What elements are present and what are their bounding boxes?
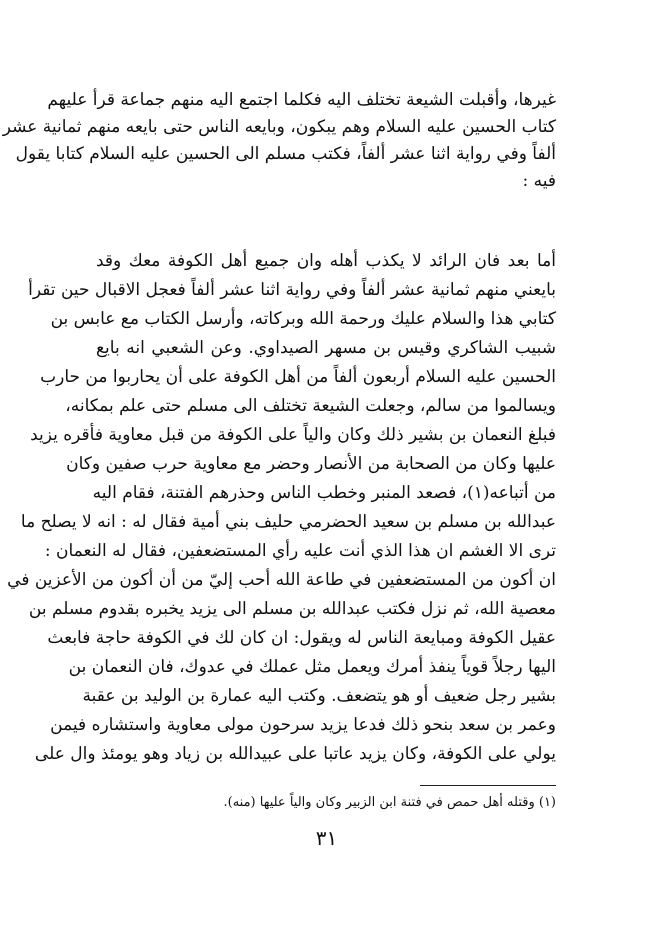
text-line: فبلغ النعمان بن بشير ذلك وكان والياً على الكوفة من قبل معاوية فأقره يزيد	[30, 425, 556, 445]
text-line: ألفاً وفي رواية اثنا عشر ألفاً، فكتب مسلم الى الحسين عليه السلام كتابا يقول	[15, 144, 556, 164]
text-line: كتابي هذا والسلام عليك ورحمة الله وبركاته، وأرسل الكتاب مع عابس بن	[50, 309, 556, 329]
text-line: أما بعد فان الرائد لا يكذب أهله وان جميع أهل الكوفة معك وقد	[96, 251, 556, 271]
text-line: بايعني منهم ثمانية عشر ألفاً وفي رواية اثنا عشر ألفاً فعجل الاقبال حين تقرأ	[28, 280, 556, 300]
text-line: اليها رجلاً قوياً ينفذ أمرك ويعمل مثل عملك في عدوك، فان النعمان بن	[68, 657, 556, 677]
text-line: عقيل الكوفة ومبايعة الناس له ويقول: ان كان لك في الكوفة حاجة فابعث	[47, 628, 556, 648]
text-line: ترى الا الغشم ان هذا الذي أنت عليه رأي المستضعفين، فقال له النعمان :	[44, 541, 556, 561]
paragraph-letter	[7, 251, 556, 775]
text-line: شبيب الشاكري وقيس بن مسهر الصيداوي. وعن الشعبي انه بايع	[96, 338, 556, 358]
footnote: (١) وقتله أهل حمص في فتنة ابن الزبير وكان والياً عليها (منه).	[223, 795, 556, 810]
text-line: بشير رجل ضعيف أو هو يتضعف. وكتب اليه عمارة بن الوليد بن عقبة	[82, 686, 556, 706]
text-line: ان أكون من المستضعفين في طاعة الله أحب إليّ من أن أكون من الأعزين في	[7, 570, 556, 590]
text-line: وعمر بن سعد بنحو ذلك فدعا يزيد سرحون مولى معاوية واستشاره فيمن	[50, 715, 556, 735]
text-line: غيرها، وأقبلت الشيعة تختلف اليه فكلما اجتمع اليه منهم جماعة قرأ عليهم	[47, 90, 556, 110]
text-line: كتاب الحسين عليه السلام وهم يبكون، وبايعه الناس حتى بايعه منهم ثمانية عشر	[2, 117, 556, 137]
footnote-divider	[420, 785, 556, 786]
text-line: الحسين عليه السلام أربعون ألفاً من أهل الكوفة على أن يحاربوا من حارب	[40, 367, 556, 387]
text-line: فيه :	[522, 171, 556, 191]
text-line: ويسالموا من سالم، وجعلت الشيعة تختلف الى مسلم حتى علم بمكانه،	[65, 396, 556, 416]
text-line: عبدالله بن مسلم بن سعيد الحضرمي حليف بني أمية فقال له : انه لا يصلح ما	[20, 512, 556, 532]
text-line: معصية الله، ثم نزل فكتب عبدالله بن مسلم الى يزيد يخبره بقدوم مسلم بن	[28, 599, 556, 619]
page-number: ٣١	[315, 826, 338, 850]
paragraph-intro	[2, 90, 556, 200]
text-line: يولي على الكوفة، وكان يزيد عاتبا على عبيدالله بن زياد وهو يومئذ وال على	[34, 744, 556, 764]
text-line: عليها وكان من الصحابة من الأنصار وحضر مع معاوية حرب صفين وكان	[66, 454, 556, 474]
text-line: من أتباعه(١)، فصعد المنبر وخطب الناس وحذرهم الفتنة، فقام اليه	[92, 483, 556, 503]
